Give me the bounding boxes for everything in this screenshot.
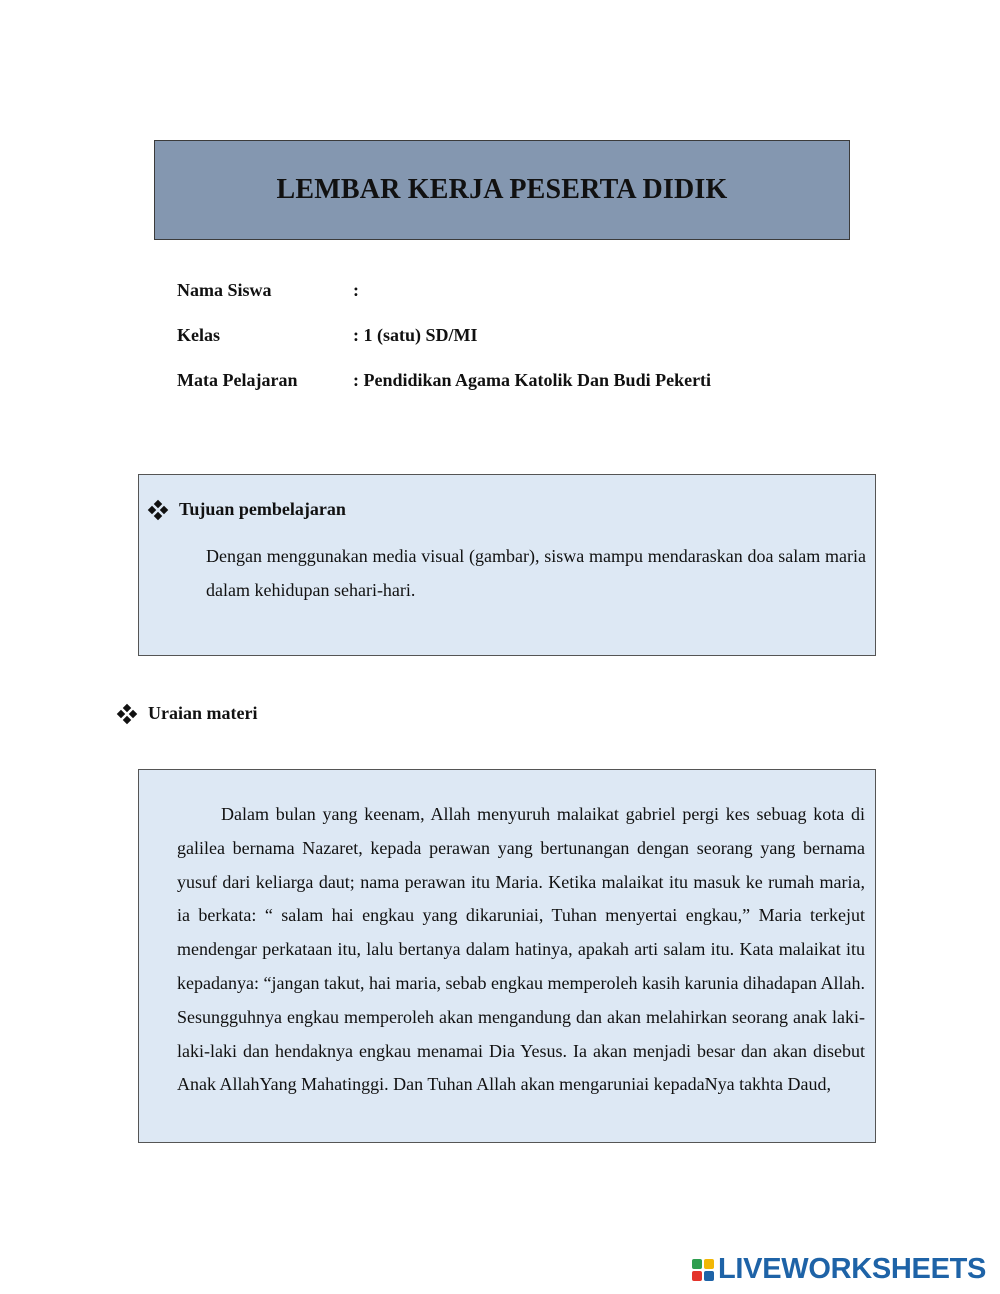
info-value: : 1 (satu) SD/MI (353, 325, 478, 345)
materi-text: Dalam bulan yang keenam, Allah menyuruh malaikat gabriel pergi kes sebuag kota di galilea bernama Nazaret, kepada perawan yang bertunangan dengan seorang yang bernama yusuf dari keliarga daut; nama perawan itu Maria. Ketika malaikat itu masuk ke rumah maria, ia berkata: “ salam hai engkau yang dikaruniai, Tuhan menyertai engkau,” Maria terkejut mendengar perkataan itu, lalu bertanya dalam hatinya, apakah arti salam itu. Kata malaikat itu kepadanya: “jangan takut, hai maria, sebab engkau memperoleh kasih karunia dihadapan Allah. Sesungguhnya engkau memperoleh akan mengandung dan akan melahirkan seorang anak laki-laki-laki dan hendaknya engkau menamai Dia Yesus. Ia akan menjadi besar dan akan disebut Anak AllahYang Mahatinggi. Dan Tuhan Allah akan mengaruniai kepadaNya takhta Daud, (177, 804, 865, 1095)
tujuan-text: Dengan menggunakan media visual (gambar), siswa mampu mendaraskan doa salam maria dalam kehidupan sehari-hari. (206, 546, 866, 600)
logo-square (692, 1259, 702, 1269)
uraian-heading-text: Uraian materi (148, 703, 258, 723)
tujuan-heading (149, 499, 346, 520)
materi-box (138, 769, 876, 1143)
info-label: Nama Siswa (177, 280, 272, 300)
info-value: : Pendidikan Agama Katolik Dan Budi Pekerti (353, 370, 712, 390)
info-row-mapel (177, 370, 711, 415)
logo-mark-icon (692, 1259, 714, 1281)
student-info (177, 280, 711, 415)
title-banner (154, 140, 850, 240)
info-value: : (353, 280, 359, 300)
uraian-heading (118, 703, 257, 724)
info-label: Mata Pelajaran (177, 370, 298, 390)
diamond-bullet-icon (149, 501, 167, 519)
tujuan-box (138, 474, 876, 656)
info-label: Kelas (177, 325, 220, 345)
logo-square (692, 1271, 702, 1281)
liveworksheets-logo (692, 1253, 986, 1286)
logo-text: LIVEWORKSHEETS (718, 1253, 987, 1285)
logo-square (704, 1259, 714, 1269)
logo-square (704, 1271, 714, 1281)
info-row-nama (177, 280, 711, 325)
info-row-kelas (177, 325, 711, 370)
page-title: LEMBAR KERJA PESERTA DIDIK (276, 174, 728, 205)
tujuan-heading-text: Tujuan pembelajaran (179, 499, 346, 519)
diamond-bullet-icon (118, 705, 136, 723)
